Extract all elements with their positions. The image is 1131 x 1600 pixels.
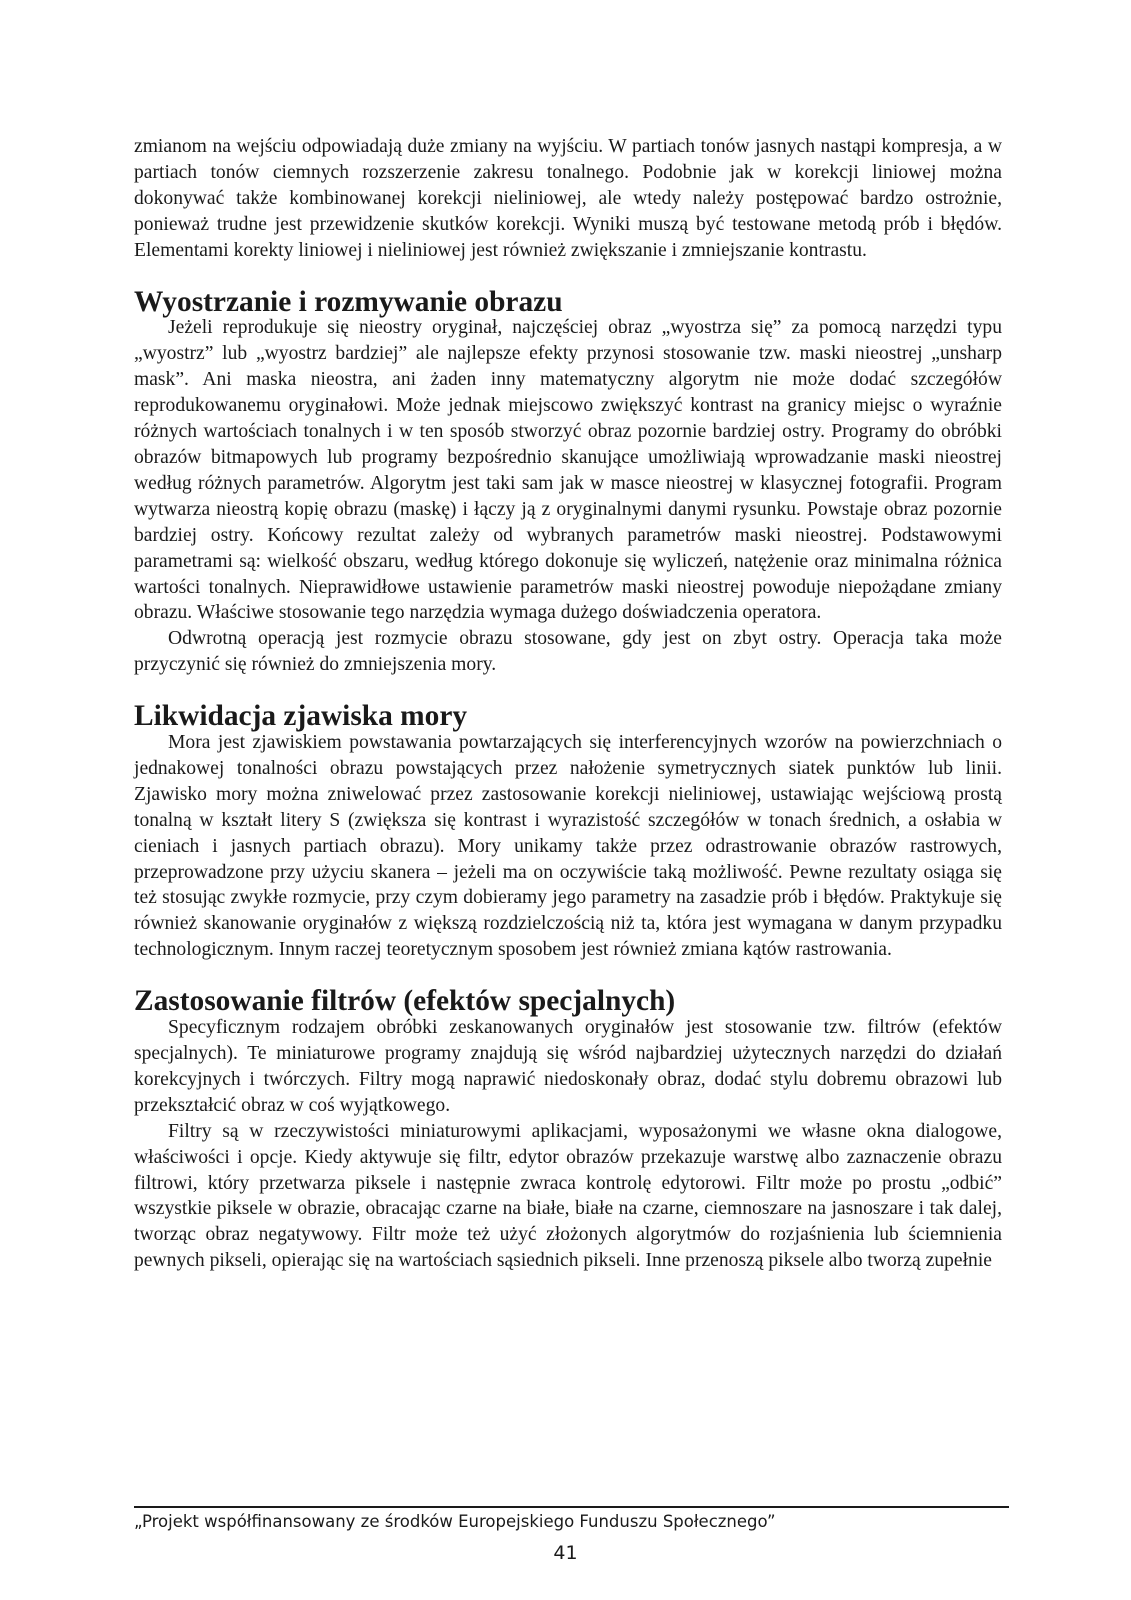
section-paragraph: Filtry są w rzeczywistości miniaturowymi aplikacjami, wyposażonymi we własne okna dialogowe, właściwości i opcje. Kiedy aktywuje się filtr, edytor obrazów przekazuje warstwę albo zaznaczenie obrazu filtrowi, który przetwarza piksele i następnie zwraca kontrolę edytorowi. Filtr może po prostu „odbić” wszystkie piksele w obrazie, obracając czarne na białe, białe na czarne, ciemnoszare na jasnoszare i tak dalej, tworząc obraz negatywowy. Filtr może też użyć złożonych algorytmów do rozjaśnienia lub ściemnienia pewnych pikseli, opierając się na wartościach sąsiednich pikseli. Inne przenoszą piksele albo tworzą zupełnie (134, 1120, 1002, 1272)
section-moire (134, 700, 1002, 963)
section-paragraph: Jeżeli reprodukuje się nieostry oryginał, najczęściej obraz „wyostrza się” za pomocą narzędzi typu „wyostrz” lub „wyostrz bardziej” ale najlepsze efekty przynosi stosowanie tzw. maski nieostrej „unsharp mask”. Ani maska nieostra, ani żaden inny matematyczny algorytm nie może dodać szczegółów reprodukowanemu oryginałowi. Może jednak miejscowo zwiększyć kontrast na granicy miejsc o wyraźnie różnych wartościach tonalnych i w ten sposób stworzyć obraz pozornie bardziej ostry. Programy do obróbki obrazów bitmapowych lub programy bezpośrednio skanujące umożliwiają wprowadzanie maski nieostrej według różnych parametrów. Algorytm jest taki sam jak w masce nieostrej w klasycznej fotografii. Program wytwarza nieostrą kopię obrazu (maskę) i łączy ją z oryginalnymi danymi rysunku. Powstaje obraz pozornie bardziej ostry. Końcowy rezultat zależy od wybranych parametrów maski nieostrej. Podstawowymi parametrami są: wielkość obszaru, według którego dokonuje się wyliczeń, natężenie oraz minimalna różnica wartości tonalnych. Nieprawidłowe ustawienie parametrów maski nieostrej powoduje niepożądane zmiany obrazu. Właściwe stosowanie tego narzędzia wymaga dużego doświadczenia operatora. (134, 317, 1002, 624)
section-heading: Zastosowanie filtrów (efektów specjalnych) (134, 985, 676, 1018)
section-heading: Wyostrzanie i rozmywanie obrazu (134, 285, 563, 318)
section-sharpening (134, 285, 1002, 679)
section-heading: Likwidacja zjawiska mory (134, 700, 468, 733)
footer-divider (134, 1506, 1009, 1508)
page-body (134, 134, 1002, 1274)
section-paragraph: Odwrotną operacją jest rozmycie obrazu stosowane, gdy jest on zbyt ostry. Operacja taka może przyczynić się również do zmniejszenia mory. (134, 628, 1002, 676)
footer-funding-note: „Projekt współfinansowany ze środków Europejskiego Funduszu Społecznego” (134, 1512, 776, 1531)
intro-paragraph: zmianom na wejściu odpowiadają duże zmiany na wyjściu. W partiach tonów jasnych nastąpi kompresja, a w partiach tonów ciemnych rozszerzenie zakresu tonalnego. Podobnie jak w korekcji liniowej można dokonywać także kombinowanej korekcji nieliniowej, ale wtedy należy postępować bardzo ostrożnie, ponieważ trudne jest przewidzenie skutków korekcji. Wyniki muszą być testowane metodą prób i błędów. Elementami korekty liniowej i nieliniowej jest również zwiększanie i zmniejszanie kontrastu. (134, 136, 1002, 261)
section-filters (134, 985, 1002, 1274)
section-paragraph: Mora jest zjawiskiem powstawania powtarzających się interferencyjnych wzorów na powierzchniach o jednakowej tonalności obrazu powstających przez nałożenie symetrycznych siatek punktów lub linii. Zjawisko mory można zniwelować przez zastosowanie korekcji nieliniowej, ustawiając wejściową prostą tonalną w kształt litery S (zwiększa się kontrast i wyrazistość szczegółów w tonach średnich, a osłabia w cieniach i jasnych partiach obrazu). Mory unikamy także przez odrastrowanie obrazów rastrowych, przeprowadzone przy użyciu skanera – jeżeli ma on oczywiście taką możliwość. Pewne rezultaty osiąga się też stosując zwykłe rozmycie, przy czym dobieramy jego parametry na zasadzie prób i błędów. Praktykuje się również skanowanie oryginałów z większą rozdzielczością niż ta, która jest wymagana w danym przypadku technologicznym. Innym raczej teoretycznym sposobem jest również zmiana kątów rastrowania. (134, 732, 1002, 961)
section-paragraph: Specyficznym rodzajem obróbki zeskanowanych oryginałów jest stosowanie tzw. filtrów (efektów specjalnych). Te miniaturowe programy znajdują się wśród najbardziej użytecznych narzędzi do działań korekcyjnych i twórczych. Filtry mogą naprawić niedoskonały obraz, dodać stylu dobremu obrazowi lub przekształcić obraz w coś wyjątkowego. (134, 1017, 1002, 1116)
page-number: 41 (553, 1542, 578, 1564)
